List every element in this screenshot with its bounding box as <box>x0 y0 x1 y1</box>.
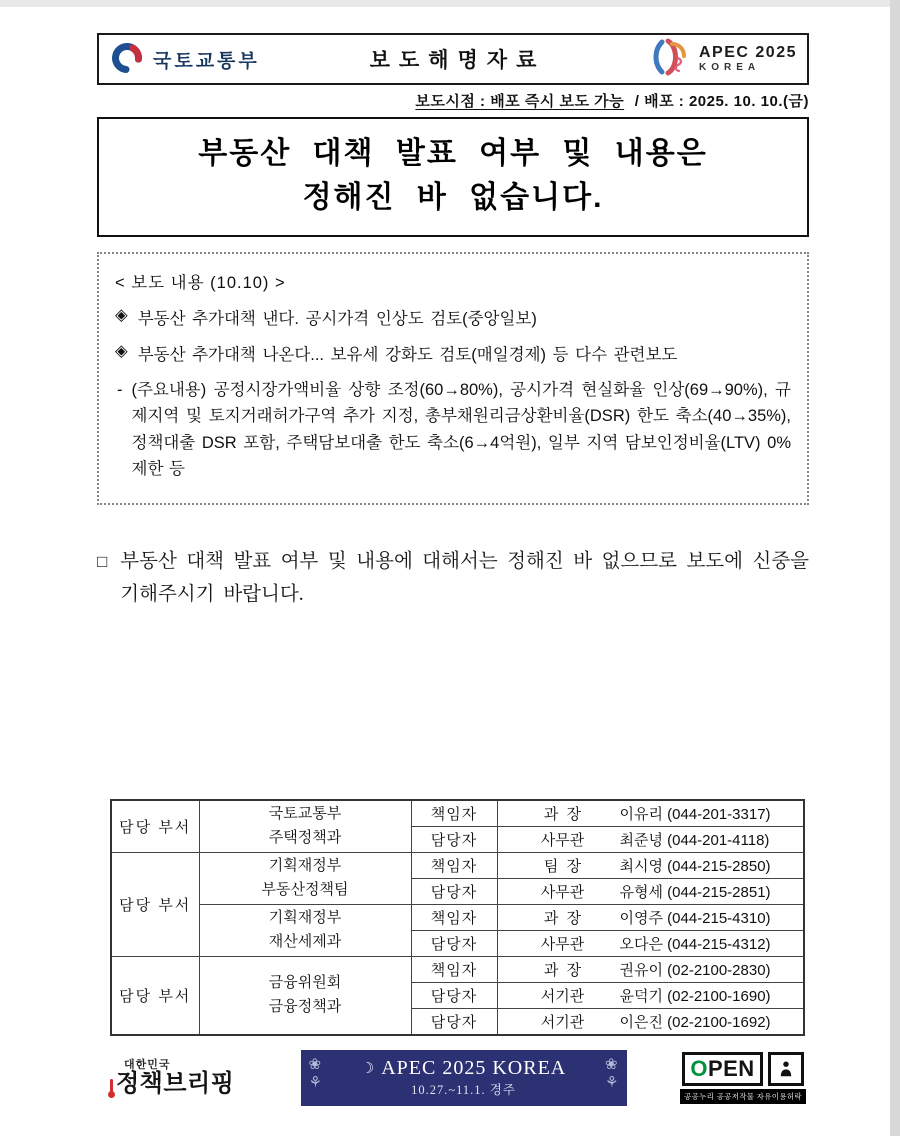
dash-bullet-icon: - <box>117 381 123 399</box>
dept-line2: 주택정책과 <box>268 829 342 847</box>
press-content-box <box>97 252 809 505</box>
contact-position: 사무관 <box>540 935 585 953</box>
contact-position: 과 장 <box>543 961 582 979</box>
release-date: / 배포 : 2025. 10. 10.(금) <box>634 93 809 110</box>
policy-logo-country: 대한민국 <box>124 1058 171 1071</box>
moon-emblem-icon <box>361 1059 374 1078</box>
release-timing-line <box>97 90 809 111</box>
contact-detail <box>497 800 804 827</box>
document-content <box>97 33 809 1106</box>
person-icon <box>768 1052 804 1086</box>
government-taegeuk-icon <box>109 39 145 80</box>
contact-role: 담당자 <box>411 930 497 956</box>
red-pin-icon <box>110 1079 113 1094</box>
contact-role: 책임자 <box>411 956 497 982</box>
statement-text: 부동산 대책 발표 여부 및 내용에 대해서는 정해진 바 없으므로 보도에 신중을 기해주시기 바랍니다. <box>120 550 809 605</box>
contact-name-phone: 최준녕 (044-201-4118) <box>619 831 770 849</box>
apec-logo-text <box>699 44 797 74</box>
contact-name-phone: 윤덕기 (02-2100-1690) <box>619 987 771 1005</box>
contact-dept <box>199 800 411 853</box>
apec-logo-line1: APEC 2025 <box>699 44 797 62</box>
open-mark-top <box>682 1052 803 1086</box>
contact-detail <box>497 1008 804 1035</box>
contact-name-phone: 이영주 (044-215-4310) <box>619 909 771 927</box>
open-mark-caption: 공공누리 공공저작물 자유이용허락 <box>680 1089 806 1104</box>
contact-detail <box>497 956 804 982</box>
contact-role: 책임자 <box>411 852 497 878</box>
contact-name-phone: 이유리 (044-201-3317) <box>619 805 771 823</box>
headline-line2: 정해진 바 없습니다. <box>302 180 604 214</box>
press-item <box>115 305 791 329</box>
dept-line2: 재산세제과 <box>268 933 342 951</box>
contact-dept <box>199 956 411 1035</box>
flower-decoration-icon <box>309 1056 322 1092</box>
document-type-title: 보도해명자료 <box>369 49 546 72</box>
flower-decoration-icon <box>605 1056 618 1092</box>
dept-line1: 기획재정부 <box>268 909 342 927</box>
dept-line1: 기획재정부 <box>268 857 342 875</box>
contact-name-phone: 오다은 (044-215-4312) <box>619 935 771 953</box>
contact-detail <box>497 904 804 930</box>
contact-detail <box>497 930 804 956</box>
press-detail <box>115 377 791 483</box>
page-edge-shadow <box>890 0 900 1136</box>
press-content-heading: < 보도 내용 (10.10) > <box>115 274 286 292</box>
contact-position: 서기관 <box>540 1013 585 1031</box>
dept-line2: 금융정책과 <box>268 998 342 1016</box>
table-row <box>111 956 804 982</box>
dept-line1: 금융위원회 <box>268 974 342 992</box>
policy-briefing-logo <box>110 1059 250 1097</box>
apec-2025-banner <box>301 1050 627 1106</box>
contact-detail <box>497 826 804 852</box>
contact-name-phone: 유형세 (044-215-2851) <box>619 883 771 901</box>
contact-position: 사무관 <box>540 883 585 901</box>
ministry-brand <box>109 39 314 80</box>
contact-position: 서기관 <box>540 987 585 1005</box>
press-item-text: 부동산 추가대책 낸다. 공시가격 인상도 검토(중앙일보) <box>137 310 537 328</box>
page-edge-top <box>0 0 900 7</box>
contact-position: 사무관 <box>540 831 585 849</box>
contact-role: 담당자 <box>411 1008 497 1035</box>
apec-logo-line2: KOREA <box>699 62 761 74</box>
banner-subtitle: 10.27.~11.1. 경주 <box>411 1083 516 1098</box>
contact-role: 담당자 <box>411 826 497 852</box>
contact-group-label: 담당 부서 <box>111 956 199 1035</box>
kogl-open-license-mark <box>677 1052 809 1104</box>
contact-position: 팀 장 <box>543 857 582 875</box>
contact-name-phone: 권유이 (02-2100-2830) <box>619 961 771 979</box>
open-label-rest: PEN <box>707 1055 755 1081</box>
contact-dept <box>199 852 411 904</box>
square-bullet-icon: □ <box>97 551 108 571</box>
contact-dept <box>199 904 411 956</box>
open-label-o: O <box>690 1055 708 1081</box>
contact-detail <box>497 852 804 878</box>
contact-role: 책임자 <box>411 800 497 827</box>
diamond-bullet-icon: ◈ <box>115 342 128 360</box>
headline-line1: 부동산 대책 발표 여부 및 내용은 <box>198 137 708 170</box>
press-detail-text: (주요내용) 공정시장가액비율 상향 조정(60→80%), 공시가격 현실화율 인상(69→90%), 규제지역 및 토지거래허가구역 추가 지정, 총부채원리금상환비율(DSR) 한도 축소(40→35%), 정책대출 DSR 포함, 주택담보대출 한도 축소(6→4억원), 일부 지역 담보인정비율(LTV) 0% 제한 등 <box>131 381 791 479</box>
table-row <box>111 800 804 827</box>
table-row <box>111 852 804 878</box>
headline-box <box>97 117 809 237</box>
contact-name-phone: 이은진 (02-2100-1692) <box>619 1013 771 1031</box>
release-timing-underlined: 보도시점 : 배포 즉시 보도 가능 <box>415 93 625 110</box>
contact-group-label: 담당 부서 <box>111 852 199 956</box>
banner-title-row <box>361 1057 566 1080</box>
contact-position: 과 장 <box>543 805 582 823</box>
apec-2025-logo <box>592 37 797 82</box>
table-row <box>111 904 804 930</box>
apec-brushstroke-icon <box>650 37 692 82</box>
statement-paragraph <box>97 545 809 611</box>
contact-role: 책임자 <box>411 904 497 930</box>
press-item <box>115 341 791 365</box>
contact-group-label: 담당 부서 <box>111 800 199 853</box>
dept-line2: 부동산정책팀 <box>261 881 349 899</box>
document-header <box>97 33 809 85</box>
policy-logo-row <box>110 1071 250 1097</box>
contact-detail <box>497 878 804 904</box>
contact-name-phone: 최시영 (044-215-2850) <box>619 857 771 875</box>
contacts-table <box>110 799 805 1036</box>
diamond-bullet-icon: ◈ <box>115 306 128 324</box>
contact-position: 과 장 <box>543 909 582 927</box>
contact-role: 담당자 <box>411 982 497 1008</box>
contact-detail <box>497 982 804 1008</box>
dept-line1: 국토교통부 <box>268 805 342 823</box>
policy-logo-name: 정책브리핑 <box>116 1069 235 1097</box>
document-footer <box>97 1050 809 1106</box>
press-item-text: 부동산 추가대책 나온다... 보유세 강화도 검토(매일경제) 등 다수 관련보도 <box>137 346 678 364</box>
ministry-name: 국토교통부 <box>153 50 260 72</box>
open-label <box>682 1052 762 1086</box>
banner-title: APEC 2025 KOREA <box>381 1057 567 1080</box>
contact-role: 담당자 <box>411 878 497 904</box>
